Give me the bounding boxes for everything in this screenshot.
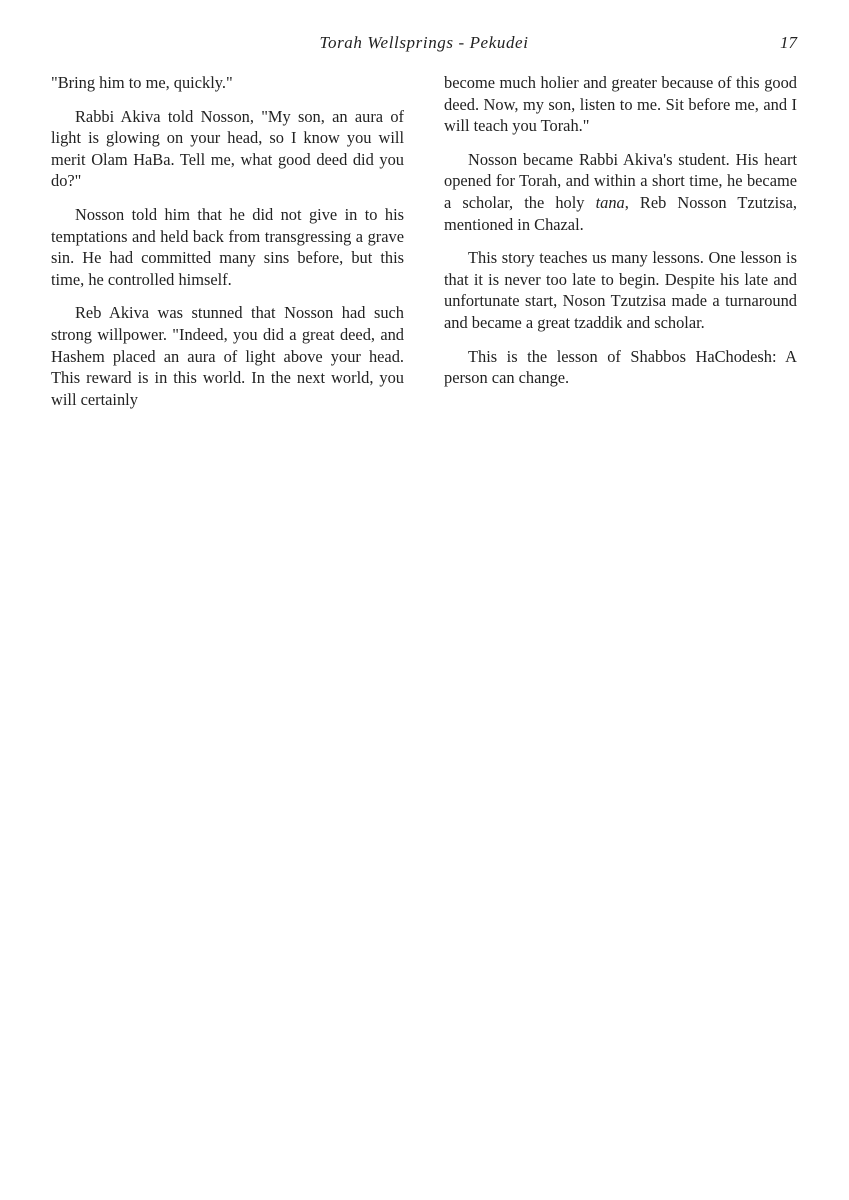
italic-term-tana: tana [595,192,625,212]
left-paragraph-2: Rabbi Akiva told Nosson, "My son, an aura of light is glowing on your head, so I know you will merit Olam HaBa. Tell me, what good deed did you do?" [51,106,404,191]
left-column [51,72,404,422]
left-paragraph-1: "Bring him to me, quickly." [51,73,233,92]
right-column [444,72,797,401]
left-paragraph-4: Reb Akiva was stunned that Nosson had such strong willpower. "Indeed, you did a great deed, and Hashem placed an aura of light above your head. This reward is in this world. In the next world, you will certainly [51,303,404,409]
right-paragraph-2 [444,149,797,235]
left-paragraph-3: Nosson told him that he did not give in to his temptations and held back from transgressing a grave sin. He had committed many sins before, but this time, he controlled himself. [51,204,404,289]
running-title: Torah Wellsprings - Pekudei [319,33,529,52]
right-paragraph-2-start: Nosson became Rabbi Akiva's student. His heart opened for Torah, and within a short time, he became a scholar, the holy [444,149,797,212]
right-paragraph-3: This story teaches us many lessons. One lesson is that it is never too late to begin. Despite his late and unfortunate start, Noson Tzutzisa made a turnaround and became a great tzaddik and scholar. [444,248,797,332]
page-header [51,33,797,57]
right-paragraph-4: This is the lesson of Shabbos HaChodesh: A person can change. [444,346,797,388]
page-number: 17 [780,33,797,52]
right-paragraph-1: become much holier and greater because of this good deed. Now, my son, listen to me. Sit before me, and I will teach you Torah." [444,73,797,136]
right-paragraph-2-end: , Reb Nosson Tzutzisa, mentioned in Chazal. [444,192,797,234]
